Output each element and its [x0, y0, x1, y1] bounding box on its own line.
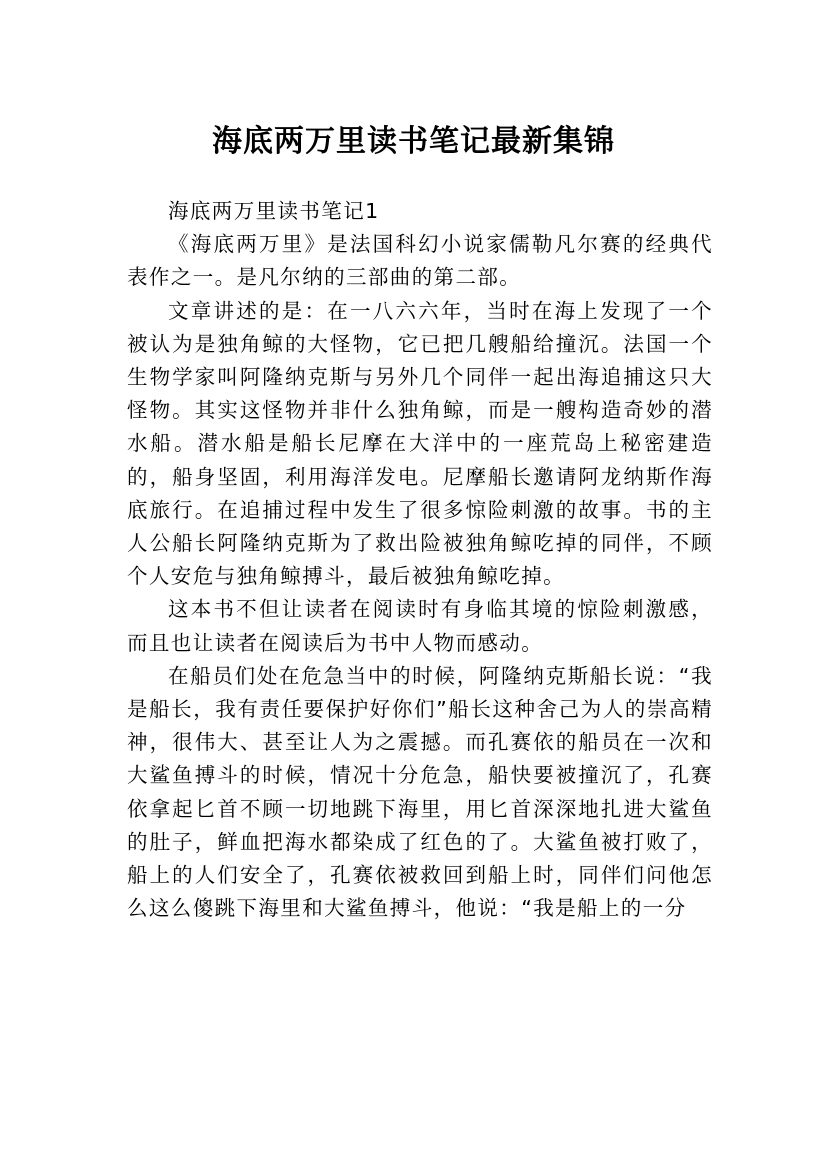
body-paragraph: 《海底两万里》是法国科幻小说家儒勒凡尔赛的经典代表作之一。是凡尔纳的三部曲的第二部。 — [127, 232, 713, 290]
body-paragraph: 这本书不但让读者在阅读时有身临其境的惊险刺激感，而且也让读者在阅读后为书中人物而感动。 — [127, 597, 713, 655]
section-heading: 海底两万里读书笔记1 — [168, 199, 380, 223]
body-paragraph: 文章讲述的是：在一八六六年，当时在海上发现了一个被认为是独角鲸的大怪物，它已把几艘船给撞沉。法国一个生物学家叫阿隆纳克斯与另外几个同伴一起出海追捕这只大怪物。其实这怪物并非什么独角鲸，而是一艘构造奇妙的潜水船。潜水船是船长尼摩在大洋中的一座荒岛上秘密建造的，船身坚固，利用海洋发电。尼摩船长邀请阿龙纳斯作海底旅行。在追捕过程中发生了很多惊险刺激的故事。书的主人公船长阿隆纳克斯为了救出险被独角鲸吃掉的同伴，不顾个人安危与独角鲸搏斗，最后被独角鲸吃掉。 — [127, 298, 713, 589]
document-body — [127, 195, 713, 925]
document-title: 海底两万里读书笔记最新集锦 — [212, 124, 615, 160]
body-paragraph: 在船员们处在危急当中的时候，阿隆纳克斯船长说：“我是船长，我有责任要保护好你们”船长这种舍己为人的崇高精神，很伟大、甚至让人为之震撼。而孔赛依的船员在一次和大鲨鱼搏斗的时候，情况十分危急，船快要被撞沉了，孔赛依拿起匕首不顾一切地跳下海里，用匕首深深地扎进大鲨鱼的肚子，鲜血把海水都染成了红色的了。大鲨鱼被打败了，船上的人们安全了，孔赛依被救回到船上时，同伴们问他怎么这么傻跳下海里和大鲨鱼搏斗，他说：“我是船上的一分 — [127, 663, 713, 921]
